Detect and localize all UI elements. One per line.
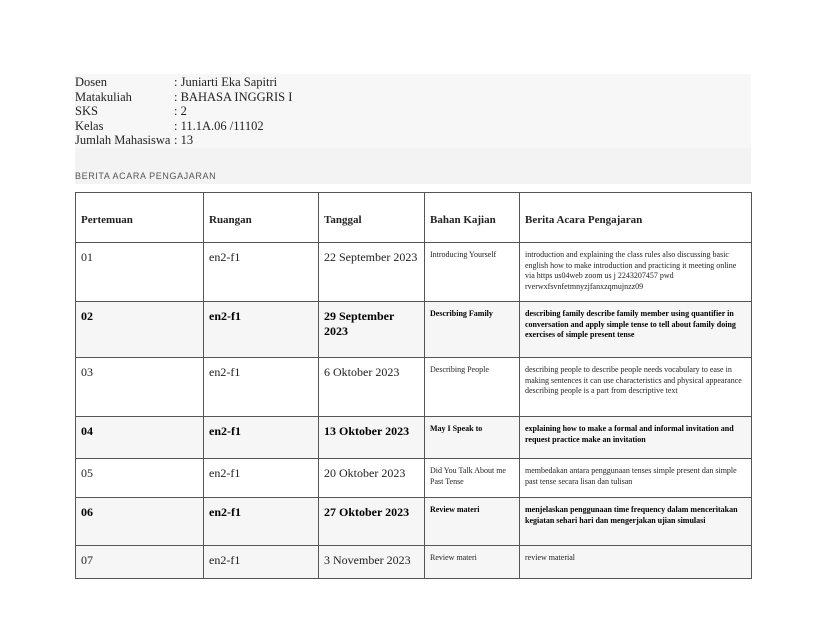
matakuliah-row	[75, 90, 292, 105]
cell-berita: describing family describe family member using quantifier in conversation and apply simple tense to tell about family doing exercises of simple present tense	[520, 302, 752, 358]
cell-tanggal: 27 Oktober 2023	[319, 498, 425, 546]
col-header-ruangan: Ruangan	[204, 193, 319, 243]
matakuliah-label: Matakuliah	[75, 89, 132, 104]
cell-bahan: Review materi	[425, 546, 520, 579]
cell-ruangan: en2-f1	[204, 498, 319, 546]
cell-ruangan: en2-f1	[204, 358, 319, 417]
cell-tanggal: 29 September 2023	[319, 302, 425, 358]
cell-tanggal: 3 November 2023	[319, 546, 425, 579]
table-row	[76, 243, 752, 302]
table-caption: BERITA ACARA PENGAJARAN	[75, 171, 217, 181]
table-row	[76, 546, 752, 579]
cell-berita: membedakan antara penggunaan tenses simple present dan simple past tense secara lisan dan tulisan	[520, 459, 752, 498]
cell-tanggal: 20 Oktober 2023	[319, 459, 425, 498]
cell-pertemuan: 05	[76, 459, 204, 498]
cell-tanggal: 13 Oktober 2023	[319, 417, 425, 459]
attendance-table	[75, 192, 752, 579]
table-row	[76, 302, 752, 358]
cell-pertemuan: 07	[76, 546, 204, 579]
col-header-tanggal: Tanggal	[319, 193, 425, 243]
kelas-row	[75, 119, 292, 134]
table-row	[76, 498, 752, 546]
table-row	[76, 417, 752, 459]
cell-ruangan: en2-f1	[204, 417, 319, 459]
cell-pertemuan: 06	[76, 498, 204, 546]
kelas-value: : 11.1A.06 /11102	[174, 118, 264, 133]
matakuliah-value: : BAHASA INGGRIS I	[174, 89, 293, 104]
cell-pertemuan: 03	[76, 358, 204, 417]
col-header-pertemuan: Pertemuan	[76, 193, 204, 243]
dosen-label: Dosen	[75, 75, 107, 89]
sks-value: : 2	[174, 104, 187, 119]
kelas-label: Kelas	[75, 118, 104, 133]
cell-bahan: Review materi	[425, 498, 520, 546]
cell-bahan: Describing People	[425, 358, 520, 417]
cell-bahan: Did You Talk About me Past Tense	[425, 459, 520, 498]
jumlah-row	[75, 133, 292, 148]
cell-bahan: May I Speak to	[425, 417, 520, 459]
cell-ruangan: en2-f1	[204, 302, 319, 358]
cell-berita: review material	[520, 546, 752, 579]
cell-ruangan: en2-f1	[204, 546, 319, 579]
cell-ruangan: en2-f1	[204, 459, 319, 498]
sks-row	[75, 104, 292, 119]
table-row	[76, 459, 752, 498]
cell-berita: introduction and explaining the class rules also discussing basic english how to make introduction and practicing it meeting online via https us04web zoom us j 2243207457 pwd rverwxfsvnfetmnyzjfanxzqmujnzz09	[520, 243, 752, 302]
table-row	[76, 358, 752, 417]
cell-pertemuan: 04	[76, 417, 204, 459]
col-header-bahan: Bahan Kajian	[425, 193, 520, 243]
cell-pertemuan: 01	[76, 243, 204, 302]
cell-berita: explaining how to make a formal and informal invitation and request practice make an invitation	[520, 417, 752, 459]
col-header-berita: Berita Acara Pengajaran	[520, 193, 752, 243]
cell-bahan: Describing Family	[425, 302, 520, 358]
course-info	[75, 75, 292, 148]
dosen-value: : Juniarti Eka Sapitri	[174, 75, 278, 89]
cell-pertemuan: 02	[76, 302, 204, 358]
jumlah-value: : 13	[174, 133, 194, 148]
cell-tanggal: 22 September 2023	[319, 243, 425, 302]
cell-berita: menjelaskan penggunaan time frequency dalam menceritakan kegiatan sehari hari dan mengerjakan ujian simulasi	[520, 498, 752, 546]
sks-label: SKS	[75, 104, 98, 119]
cell-bahan: Introducing Yourself	[425, 243, 520, 302]
cell-ruangan: en2-f1	[204, 243, 319, 302]
cell-berita: describing people to describe people needs vocabulary to ease in making sentences it can use characteristics and physical appearance describing people is a part from descriptive text	[520, 358, 752, 417]
table-header-row	[76, 193, 752, 243]
dosen-row	[75, 75, 292, 90]
jumlah-label: Jumlah Mahasiswa	[75, 133, 171, 148]
cell-tanggal: 6 Oktober 2023	[319, 358, 425, 417]
